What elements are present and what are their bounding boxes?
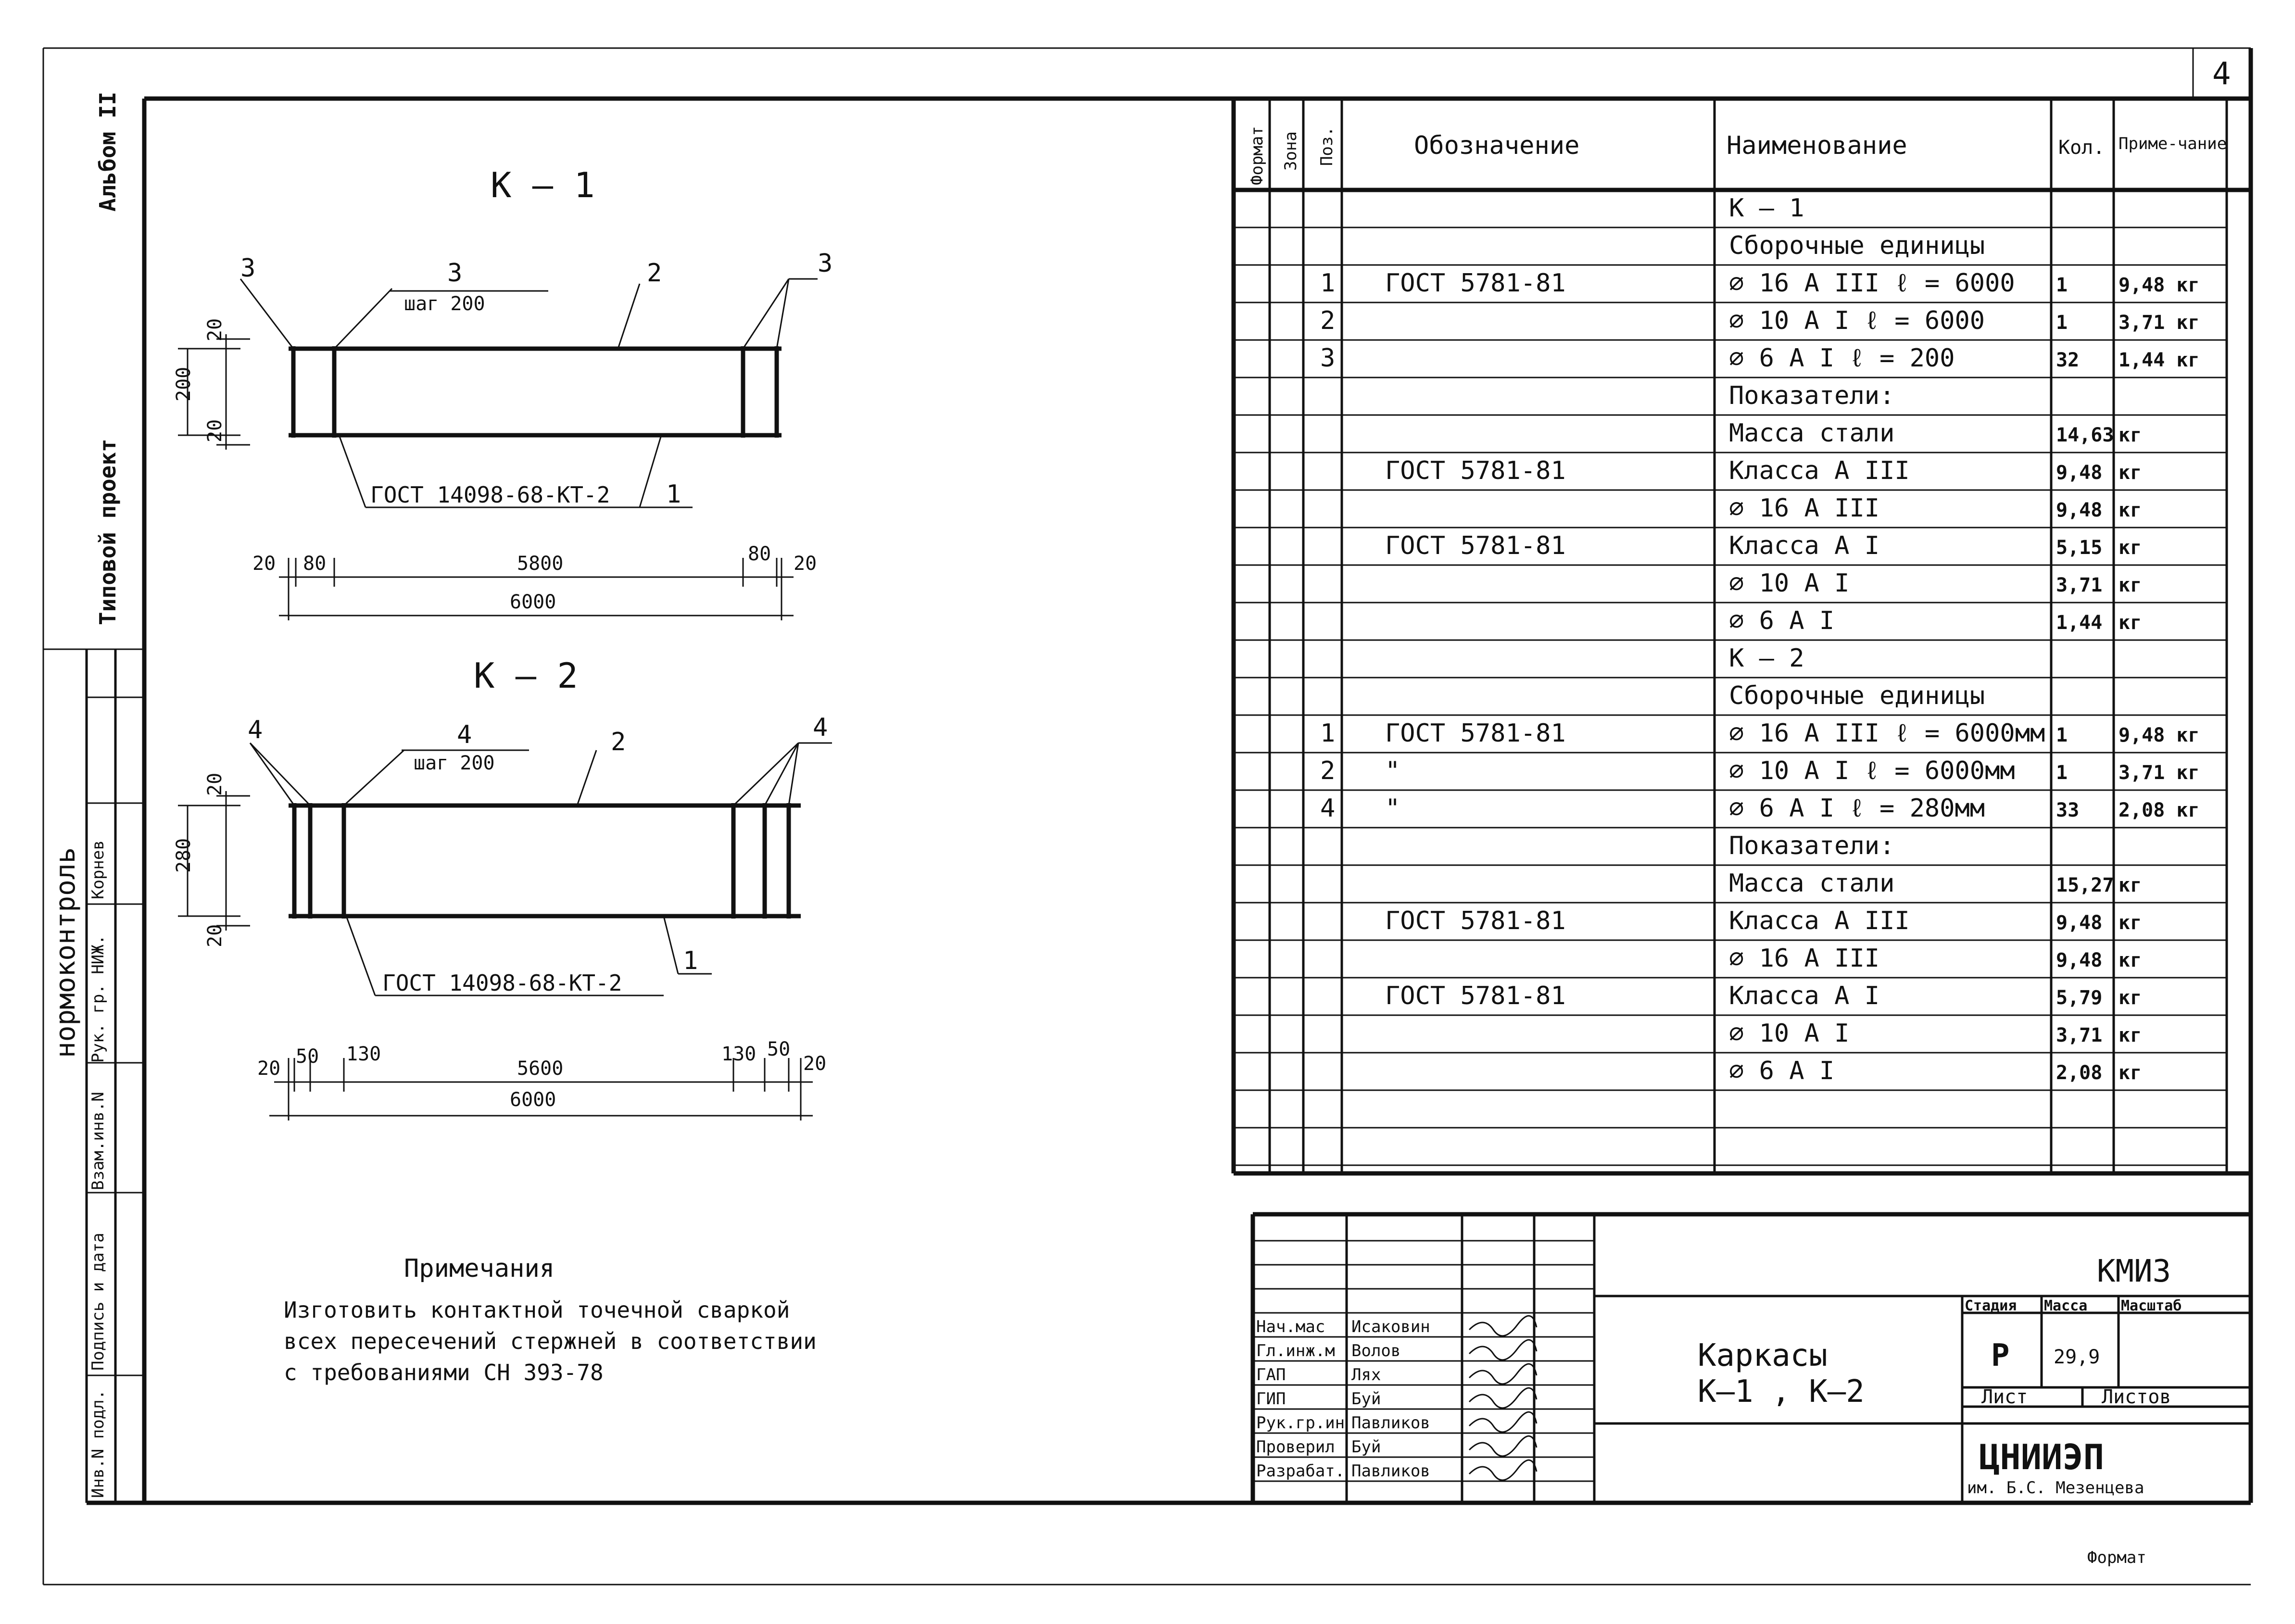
k2-pos4-step: шаг 200 (414, 752, 495, 774)
spec-cell-name: Масса стали (1729, 869, 1895, 898)
spec-cell-name: ⌀ 10 А I ℓ = 6000 (1729, 306, 1985, 335)
signature-icon (1469, 1412, 1537, 1432)
header-name: Наименование (1727, 131, 1907, 160)
notes-title: Примечания (404, 1254, 555, 1283)
mass-value: 29,9 (2054, 1346, 2100, 1368)
spec-cell-note: кг (2118, 1024, 2142, 1046)
spec-cell-name: ⌀ 6 А I ℓ = 200 (1729, 344, 1955, 373)
spec-cell-name: ⌀ 10 А I ℓ = 6000мм (1729, 756, 2015, 785)
album-label: Альбом II (95, 91, 121, 212)
spec-header (1248, 126, 2227, 185)
spec-cell-pos: 1 (1320, 719, 1336, 748)
spec-cell-qty: 2,08 (2056, 1062, 2103, 1084)
spec-cell-des: ГОСТ 5781-81 (1385, 531, 1566, 560)
spec-cell-note: кг (2118, 874, 2142, 896)
frame-k1-drawing (173, 165, 832, 620)
signature-icon (1469, 1460, 1537, 1480)
k2-pos1: 1 (683, 946, 698, 975)
spec-cell-pos: 4 (1320, 794, 1336, 823)
spec-cell-note: кг (2118, 949, 2142, 971)
spec-cell-note: кг (2118, 424, 2142, 446)
inv-zam-label: Взам.инв.N (88, 1092, 108, 1190)
k1-dim-0: 20 (252, 553, 276, 575)
header-format: Формат (1248, 126, 1267, 185)
k1-pos2: 2 (647, 259, 662, 288)
k2-dim-3: 5600 (517, 1057, 564, 1080)
k1-dim-total: 6000 (510, 591, 556, 613)
spec-cell-note: кг (2118, 612, 2142, 634)
spec-cell-qty: 14,63 (2056, 424, 2114, 446)
k1-dim-3: 80 (748, 543, 771, 565)
k1-dim-2: 5800 (517, 553, 564, 575)
signer-name: Павликов (1351, 1413, 1430, 1433)
k2-pos4-left: 4 (248, 716, 263, 744)
k2-dim-top: 20 (204, 772, 226, 796)
spec-cell-des: ГОСТ 5781-81 (1385, 982, 1566, 1010)
signer-role: Разрабат. (1256, 1461, 1345, 1481)
signature-icon (1469, 1340, 1537, 1360)
spec-cell-qty: 1 (2056, 312, 2068, 334)
spec-cell-note: 3,71 кг (2118, 312, 2200, 334)
signer-role: Нач.мас (1256, 1317, 1325, 1336)
k1-dim-bottom: 20 (204, 419, 226, 442)
doc-title-line1: Каркасы (1698, 1338, 1828, 1373)
spec-cell-note: кг (2118, 574, 2142, 596)
mass-label: Масса (2044, 1297, 2088, 1314)
spec-cell-qty: 1,44 (2056, 612, 2103, 634)
spec-cell-name: Показатели: (1729, 831, 1895, 860)
k1-title: К – 1 (491, 165, 595, 205)
header-qty: Кол. (2058, 137, 2105, 159)
page-number: 4 (2212, 56, 2231, 92)
inv-podl-label: Инв.N подл. (88, 1389, 108, 1498)
spec-cell-name: ⌀ 6 А I ℓ = 280мм (1729, 794, 1985, 823)
signature-icon (1469, 1364, 1537, 1384)
spec-cell-note: 2,08 кг (2118, 799, 2200, 821)
org-sub: им. Б.С. Мезенцева (1967, 1478, 2144, 1498)
signer-role: Проверил (1256, 1437, 1335, 1457)
k2-pos4-right: 4 (813, 713, 828, 742)
header-note: Приме-чание (2118, 134, 2227, 153)
k1-dim-height: 200 (173, 366, 195, 402)
k2-dim-2: 130 (346, 1043, 381, 1065)
spec-cell-name: Показатели: (1729, 381, 1895, 410)
signer-name: Буй (1351, 1389, 1381, 1409)
spec-cell-name: Класса А I (1729, 531, 1880, 560)
spec-cell-qty: 1 (2056, 762, 2068, 784)
k2-dim-0: 20 (257, 1057, 281, 1080)
spec-cell-qty: 9,48 (2056, 949, 2103, 971)
signature-icon (1469, 1316, 1537, 1336)
k2-title: К – 2 (474, 655, 578, 696)
spec-cell-note: кг (2118, 537, 2142, 559)
k1-pos1: 1 (666, 480, 681, 509)
k1-pos3-left: 3 (240, 254, 256, 283)
signer-name: Волов (1351, 1341, 1401, 1360)
spec-cell-name: Сборочные единицы (1729, 231, 1985, 260)
k2-dim-total: 6000 (510, 1089, 556, 1111)
spec-cell-des: ГОСТ 5781-81 (1385, 906, 1566, 935)
sheets-label: Листов (2102, 1386, 2171, 1408)
k2-pos4-step-num: 4 (457, 720, 472, 749)
org-name: ЦНИИЭП (1979, 1437, 2105, 1477)
notes-line-1: Изготовить контактной точечной сваркой (284, 1297, 790, 1323)
signature-icon (1469, 1436, 1537, 1456)
signer-name: Лях (1351, 1365, 1381, 1385)
spec-cell-name: ⌀ 10 А I (1729, 1019, 1850, 1048)
title-block (1698, 1254, 2182, 1498)
spec-cell-name: ⌀ 16 А III ℓ = 6000 (1729, 269, 2015, 298)
spec-cell-name: К – 2 (1729, 644, 1804, 673)
project-label: Типовой проект (95, 439, 121, 625)
k1-dim-1: 80 (303, 553, 327, 575)
spec-cell-name: ⌀ 16 А III (1729, 944, 1880, 973)
header-zone: Зона (1281, 131, 1300, 171)
spec-cell-des: ГОСТ 5781-81 (1385, 269, 1566, 298)
spec-cell-name: Сборочные единицы (1729, 681, 1985, 710)
spec-cell-des: " (1385, 794, 1400, 823)
k2-dim-4: 130 (721, 1043, 757, 1065)
spec-cell-name: Класса А III (1729, 906, 1910, 935)
spec-cell-note: 1,44 кг (2118, 349, 2200, 371)
spec-cell-name: ⌀ 10 А I (1729, 569, 1850, 598)
signature-icon (1469, 1388, 1537, 1408)
doc-code: КМИЗ (2097, 1254, 2171, 1289)
format-label: Формат (2087, 1548, 2146, 1567)
spec-cell-qty: 9,48 (2056, 912, 2103, 934)
stage-value: Р (1991, 1338, 2010, 1373)
scale-label: Масштаб (2121, 1297, 2182, 1314)
spec-cell-qty: 15,27 (2056, 874, 2114, 896)
spec-cell-qty: 33 (2056, 799, 2080, 821)
doc-title-line2: К–1 , К–2 (1698, 1374, 1865, 1410)
spec-cell-name: Масса стали (1729, 419, 1895, 448)
spec-cell-note: 9,48 кг (2118, 274, 2200, 296)
spec-cell-pos: 2 (1320, 756, 1336, 785)
spec-cell-des: ГОСТ 5781-81 (1385, 456, 1566, 485)
spec-cell-des: ГОСТ 5781-81 (1385, 719, 1566, 748)
spec-cell-name: ⌀ 16 А III (1729, 494, 1880, 523)
spec-cell-note: 3,71 кг (2118, 762, 2200, 784)
side-panel (43, 92, 144, 1503)
header-designation: Обозначение (1414, 131, 1580, 160)
signer-name: Исаковин (1351, 1317, 1430, 1336)
spec-cell-note: кг (2118, 462, 2142, 484)
signer-role: Гл.инж.м (1256, 1341, 1335, 1360)
k2-gost-callout: ГОСТ 14098-68-КТ-2 (382, 970, 622, 996)
spec-cell-qty: 5,79 (2056, 987, 2103, 1009)
signer-name: Буй (1351, 1437, 1381, 1457)
spec-cell-des: " (1385, 756, 1400, 785)
spec-cell-qty: 9,48 (2056, 462, 2103, 484)
spec-cell-note: кг (2118, 987, 2142, 1009)
header-pos: Поз. (1317, 126, 1337, 166)
k1-pos3-step-num: 3 (447, 259, 463, 288)
notes-line-2: всех пересечений стержней в соответствии (284, 1328, 817, 1354)
spec-cell-qty: 1 (2056, 274, 2068, 296)
spec-cell-name: ⌀ 16 А III ℓ = 6000мм (1729, 719, 2045, 748)
spec-cell-qty: 3,71 (2056, 1024, 2103, 1046)
k2-dim-1: 50 (296, 1045, 319, 1068)
spec-cell-pos: 2 (1320, 306, 1336, 335)
spec-cell-qty: 1 (2056, 724, 2068, 746)
spec-cell-name: ⌀ 6 А I (1729, 606, 1835, 635)
sheet-label: Лист (1981, 1386, 2028, 1408)
spec-cell-note: кг (2118, 499, 2142, 521)
k1-pos3-step: шаг 200 (404, 293, 485, 315)
k2-dim-bottom: 20 (204, 924, 226, 947)
spec-cell-pos: 3 (1320, 344, 1336, 373)
k2-dim-5: 50 (767, 1038, 791, 1060)
spec-cell-pos: 1 (1320, 269, 1336, 298)
signers-list (1256, 1316, 1537, 1481)
stage-label: Стадия (1965, 1297, 2017, 1314)
k1-dim-top: 20 (204, 318, 226, 341)
spec-cell-name: Класса А III (1729, 456, 1910, 485)
spec-cell-name: Класса А I (1729, 982, 1880, 1010)
normocontrol-label: нормоконтроль (50, 847, 81, 1058)
spec-cell-name: ⌀ 6 А I (1729, 1057, 1835, 1085)
k2-dim-height: 280 (173, 838, 195, 873)
frame-k2-drawing (173, 655, 832, 1120)
notes-block (284, 1254, 817, 1385)
spec-cell-note: кг (2118, 1062, 2142, 1084)
signer-role: ГАП (1256, 1365, 1286, 1385)
kornev-label: Корнев (88, 840, 108, 899)
spec-cell-name: К – 1 (1729, 194, 1804, 223)
signer-name: Павликов (1351, 1461, 1430, 1481)
spec-cell-qty: 5,15 (2056, 537, 2103, 559)
signer-role: Рук.гр.ин (1256, 1413, 1345, 1433)
signer-role: ГИП (1256, 1389, 1286, 1409)
spec-cell-qty: 32 (2056, 349, 2080, 371)
k2-dim-6: 20 (803, 1053, 827, 1075)
spec-cell-note: кг (2118, 912, 2142, 934)
k2-pos2: 2 (611, 728, 626, 756)
k1-pos3-right: 3 (818, 249, 833, 278)
k1-dim-4: 20 (794, 553, 817, 575)
ruk-gr-label: Рук. гр. НИЖ. (88, 934, 108, 1063)
spec-cell-qty: 9,48 (2056, 499, 2103, 521)
podpis-data-label: Подпись и дата (88, 1233, 108, 1371)
k1-gost-callout: ГОСТ 14098-68-КТ-2 (370, 482, 610, 508)
spec-cell-note: 9,48 кг (2118, 724, 2200, 746)
notes-line-3: с требованиями СН 393-78 (284, 1360, 604, 1385)
spec-cell-qty: 3,71 (2056, 574, 2103, 596)
